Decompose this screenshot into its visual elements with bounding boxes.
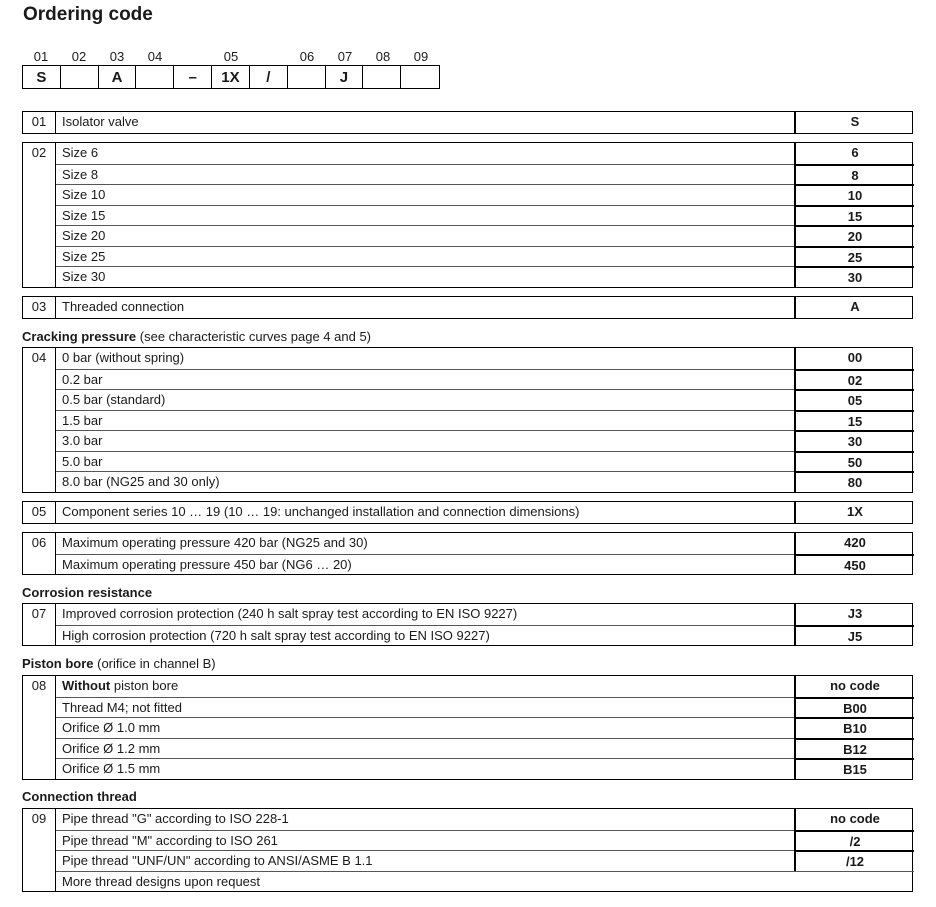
option-row <box>23 297 912 318</box>
section-heading-07 <box>22 585 152 600</box>
option-description <box>56 625 794 646</box>
option-description <box>56 871 794 892</box>
option-description-text: Component series 10 … 19 (10 … 19: unchanged installation and connection dimensions) <box>62 504 580 519</box>
option-description <box>56 143 794 164</box>
option-code: B12 <box>794 738 914 759</box>
option-row <box>23 871 912 892</box>
option-description <box>56 430 794 451</box>
option-description <box>56 184 794 205</box>
option-description <box>56 266 794 287</box>
option-description-text: Orifice Ø 1.5 mm <box>62 761 161 776</box>
option-row <box>23 850 912 871</box>
section-heading-09 <box>22 789 137 804</box>
option-code: 8 <box>794 164 914 185</box>
option-row <box>23 430 912 451</box>
option-description-bold: Without <box>62 678 111 693</box>
option-code: B15 <box>794 758 914 779</box>
option-description-text: 0 bar (without spring) <box>62 350 185 365</box>
option-code: J5 <box>794 625 914 646</box>
code-boxes <box>22 65 440 89</box>
option-code: B10 <box>794 717 914 738</box>
option-table-02 <box>22 142 913 288</box>
option-description-text: 0.5 bar (standard) <box>62 392 166 407</box>
option-number: 06 <box>31 535 47 550</box>
option-row <box>23 410 912 431</box>
option-code: 10 <box>794 184 914 205</box>
code-position-01: 01 <box>33 49 49 64</box>
option-table-03 <box>22 296 913 319</box>
section-heading-bold: Corrosion resistance <box>22 585 153 600</box>
option-description-text: More thread designs upon request <box>62 873 261 889</box>
option-row <box>23 266 912 287</box>
code-box-value: 1X <box>212 66 250 88</box>
option-code: 20 <box>794 225 914 246</box>
code-box-value: – <box>174 66 212 88</box>
option-code: 30 <box>794 430 914 451</box>
code-position-sep <box>174 49 212 65</box>
option-row <box>23 717 912 738</box>
option-table-06 <box>22 532 913 575</box>
section-heading-bold: Connection thread <box>22 789 137 804</box>
option-description-text: piston bore <box>110 678 179 693</box>
option-description-text: Improved corrosion protection (240 h salt spray test according to EN ISO 9227) <box>62 606 518 621</box>
option-description-text: Pipe thread "G" according to ISO 228-1 <box>62 811 289 826</box>
option-row <box>23 369 912 390</box>
option-description <box>56 348 794 369</box>
option-number: 08 <box>31 678 47 693</box>
option-code: 25 <box>794 246 914 267</box>
option-code: 1X <box>794 502 914 523</box>
code-position-03: 03 <box>109 49 125 64</box>
code-box-value <box>61 66 99 88</box>
option-description <box>56 471 794 492</box>
option-description-text: 8.0 bar (NG25 and 30 only) <box>62 474 220 489</box>
option-row <box>23 389 912 410</box>
option-number: 09 <box>31 811 47 826</box>
option-code: /12 <box>794 850 914 871</box>
code-position-06: 06 <box>299 49 315 64</box>
option-description <box>56 554 794 575</box>
section-heading-08 <box>22 656 216 671</box>
option-description-text: Size 8 <box>62 166 99 182</box>
code-position-sep <box>250 49 288 65</box>
option-description-text: Maximum operating pressure 420 bar (NG25 and 30) <box>62 535 368 550</box>
option-row <box>23 112 912 133</box>
option-number: 01 <box>31 114 47 129</box>
option-row <box>23 676 912 697</box>
option-row <box>23 164 912 185</box>
option-table-07 <box>22 603 913 646</box>
option-description-text: 3.0 bar <box>62 433 103 448</box>
option-row <box>23 471 912 492</box>
code-box-value <box>288 66 326 88</box>
option-description-text: Maximum operating pressure 450 bar (NG6 … 20) <box>62 556 352 572</box>
option-description <box>56 676 794 697</box>
option-row <box>23 604 912 625</box>
option-table-08 <box>22 675 913 780</box>
option-code: 420 <box>794 533 914 554</box>
option-code: 00 <box>794 348 914 369</box>
option-code: /2 <box>794 830 914 851</box>
option-description <box>56 697 794 718</box>
option-description <box>56 205 794 226</box>
option-row <box>23 758 912 779</box>
code-position-numbers <box>22 49 440 65</box>
code-box-value: A <box>99 66 137 88</box>
option-code: 80 <box>794 471 914 492</box>
option-code: B00 <box>794 697 914 718</box>
option-description <box>56 758 794 779</box>
section-heading-bold: Cracking pressure <box>22 329 137 344</box>
option-description-text: 0.2 bar <box>62 371 103 387</box>
option-code: A <box>794 297 914 318</box>
option-description-text: High corrosion protection (720 h salt spray test according to EN ISO 9227) <box>62 627 490 643</box>
option-description <box>56 164 794 185</box>
option-description-text: Threaded connection <box>62 299 185 314</box>
option-row <box>23 809 912 830</box>
option-row <box>23 738 912 759</box>
code-position-02: 02 <box>71 49 87 64</box>
section-heading-text: (orifice in channel B) <box>93 656 216 671</box>
option-row <box>23 205 912 226</box>
option-row <box>23 225 912 246</box>
option-table-09 <box>22 808 913 892</box>
option-row <box>23 348 912 369</box>
option-code: 30 <box>794 266 914 287</box>
option-number: 04 <box>31 350 47 365</box>
code-box-value <box>363 66 401 88</box>
option-description-text: Size 20 <box>62 228 106 243</box>
option-code: no code <box>794 809 914 830</box>
option-description-text: Thread M4; not fitted <box>62 699 182 715</box>
option-description <box>56 410 794 431</box>
option-code: 6 <box>794 143 914 164</box>
option-description <box>56 246 794 267</box>
option-code: no code <box>794 676 914 697</box>
option-description-text: Orifice Ø 1.2 mm <box>62 740 161 756</box>
option-number: 07 <box>31 606 47 621</box>
section-heading-bold: Piston bore <box>22 656 94 671</box>
ordering-code-bar <box>22 49 440 89</box>
code-box-value: J <box>326 66 364 88</box>
option-row <box>23 451 912 472</box>
option-description-text: 5.0 bar <box>62 453 103 469</box>
option-code: 05 <box>794 389 914 410</box>
option-description <box>56 297 794 318</box>
section-heading-text: (see characteristic curves page 4 and 5) <box>136 329 372 344</box>
option-description <box>56 451 794 472</box>
code-box-value <box>136 66 174 88</box>
option-row <box>23 625 912 646</box>
option-description <box>56 738 794 759</box>
code-position-04: 04 <box>147 49 163 64</box>
option-description <box>56 809 794 830</box>
option-row <box>23 830 912 851</box>
code-box-value <box>401 66 439 88</box>
option-code: 50 <box>794 451 914 472</box>
option-code <box>794 871 914 892</box>
code-position-08: 08 <box>375 49 391 64</box>
option-description <box>56 225 794 246</box>
section-heading-04 <box>22 329 371 344</box>
option-row <box>23 502 912 523</box>
option-row <box>23 246 912 267</box>
option-table-01 <box>22 111 913 134</box>
option-code: 15 <box>794 205 914 226</box>
option-description-text: Size 30 <box>62 269 106 284</box>
option-number: 05 <box>31 504 47 519</box>
code-position-09: 09 <box>413 49 429 64</box>
option-description <box>56 604 794 625</box>
option-row <box>23 697 912 718</box>
option-code: J3 <box>794 604 914 625</box>
option-description <box>56 502 794 523</box>
code-box-value: S <box>23 66 61 88</box>
option-description-text: Size 6 <box>62 145 99 160</box>
option-table-05 <box>22 501 913 524</box>
option-description-text: Isolator valve <box>62 114 139 129</box>
option-description-text: Size 10 <box>62 187 106 202</box>
option-number: 03 <box>31 299 47 314</box>
option-description-text: Pipe thread "M" according to ISO 261 <box>62 832 278 848</box>
code-position-07: 07 <box>337 49 353 64</box>
option-description-text: Pipe thread "UNF/UN" according to ANSI/ASME B 1.1 <box>62 853 373 868</box>
page-title: Ordering code <box>23 4 153 25</box>
option-row <box>23 533 912 554</box>
option-description <box>56 717 794 738</box>
option-description-text: Size 15 <box>62 207 106 223</box>
option-row <box>23 554 912 575</box>
option-description-text: 1.5 bar <box>62 412 103 428</box>
option-row <box>23 143 912 164</box>
option-description <box>56 533 794 554</box>
option-description-text: Size 25 <box>62 248 106 264</box>
option-description <box>56 112 794 133</box>
option-code: S <box>794 112 914 133</box>
option-description <box>56 830 794 851</box>
option-description <box>56 389 794 410</box>
code-box-value: / <box>250 66 288 88</box>
option-description <box>56 850 794 871</box>
code-position-05: 05 <box>223 49 239 64</box>
option-code: 15 <box>794 410 914 431</box>
option-number: 02 <box>31 145 47 160</box>
option-description-text: Orifice Ø 1.0 mm <box>62 720 161 735</box>
option-code: 450 <box>794 554 914 575</box>
option-row <box>23 184 912 205</box>
option-table-04 <box>22 347 913 493</box>
option-description <box>56 369 794 390</box>
option-code: 02 <box>794 369 914 390</box>
